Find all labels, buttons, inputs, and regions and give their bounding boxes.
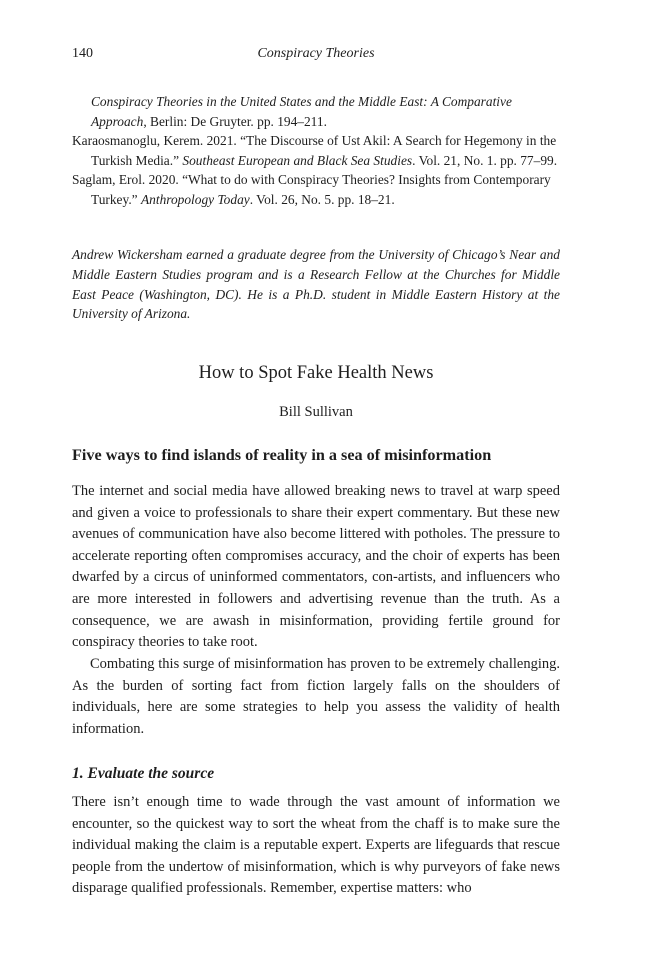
reference-text: Saglam, Erol. 2020. “What to do with Conspiracy Theories? Insights from Contemporary Turkey.” bbox=[72, 172, 551, 207]
reference-book-title-cont: Approach bbox=[91, 113, 144, 129]
running-title: Conspiracy Theories bbox=[257, 46, 375, 61]
reference-book-title: Conspiracy Theories in the United States and the Middle East: A Comparative bbox=[91, 94, 512, 109]
article-title: How to Spot Fake Health News bbox=[198, 363, 434, 383]
article-author: Bill Sullivan bbox=[279, 404, 353, 420]
page-number: 140 bbox=[72, 46, 93, 61]
author-bio: Andrew Wickersham earned a graduate degree from the University of Chicago’s Near and Middle Eastern Studies program and is a Research Fellow at the Churches for Middle East Peace (Washington, DC). He is a Ph.D. student in Middle Eastern History at the University of Arizona. bbox=[72, 247, 560, 322]
reference-journal: Southeast European and Black Sea Studies bbox=[182, 152, 413, 168]
body-paragraph: Combating this surge of misinformation has proven to be extremely challenging. As the burden of sorting fact from fiction largely falls on the shoulders of individuals, here are some strategies to help you assess the validity of health information. bbox=[72, 656, 560, 737]
reference-entry bbox=[72, 170, 560, 209]
reference-entry bbox=[72, 131, 560, 170]
body-paragraph: There isn’t enough time to wade through the vast amount of information we encounter, so the quickest way to sort the wheat from the chaff is to make sure the individual making the claim is a reputable expert. Experts are lifeguards that rescue people from the undertow of misinformation, which is why purveyors of fake news disparage qualified professionals. Remember, expertise matters: who bbox=[72, 794, 560, 897]
reference-journal: Anthropology Today bbox=[140, 191, 250, 207]
running-header bbox=[72, 46, 560, 66]
reference-text: Karaosmanoglu, Kerem. 2021. “The Discourse of Ust Akil: A Search for Hegemony in the Turkish Media.” bbox=[72, 133, 557, 168]
body-paragraph: The internet and social media have allowed breaking news to travel at warp speed and given a voice to professionals to share their expert commentary. But these new avenues of communication have also become littered with potholes. The pressure to accelerate reporting often compromises accuracy, and the choir of experts has been dwarfed by a circus of uninformed commentators, con-artists, and influencers who are more interested in followers and advertising revenue than the truth. As a consequence, we are awash in misinformation, providing fertile ground for conspiracy theories to take root. bbox=[72, 483, 560, 651]
references-list bbox=[72, 92, 560, 210]
reference-volume: . Vol. 21, No. 1. pp. 77–99. bbox=[412, 152, 558, 168]
reference-publisher: , Berlin: De Gruyter. pp. 194–211. bbox=[143, 113, 327, 129]
section-heading: 1. Evaluate the source bbox=[72, 765, 215, 782]
article-subtitle: Five ways to find islands of reality in a sea of misinformation bbox=[72, 446, 492, 464]
reference-volume: . Vol. 26, No. 5. pp. 18–21. bbox=[249, 191, 395, 207]
reference-entry bbox=[72, 92, 560, 131]
